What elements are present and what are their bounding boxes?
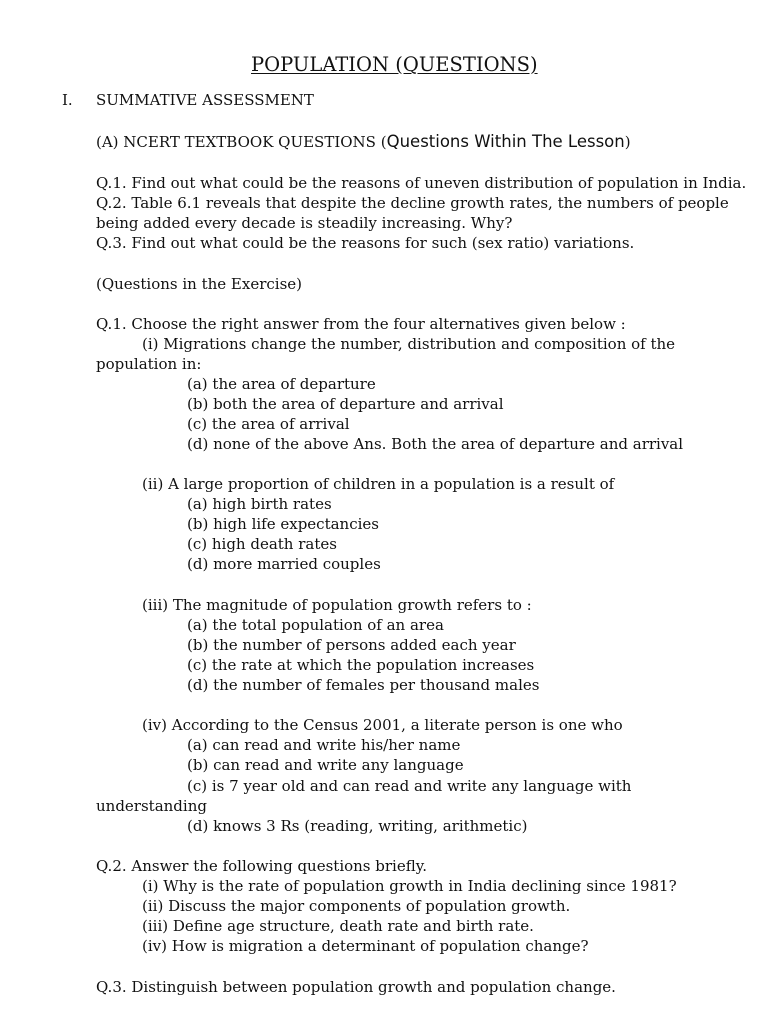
subsection-a-heading [96,132,631,152]
q1-ii-option: (b) high life expectancies [187,515,379,533]
q1-iv-option: (c) is 7 year old and can read and write any language with [187,777,632,795]
q2-item: (iii) Define age structure, death rate and birth rate. [142,917,534,935]
q2-item: (i) Why is the rate of population growth in India declining since 1981? [142,877,677,895]
subsection-a-suffix: ) [624,133,631,151]
q1-ii-option: (d) more married couples [187,555,381,573]
q2-item: (ii) Discuss the major components of population growth. [142,897,571,915]
q1-iv-option: (a) can read and write his/her name [187,736,461,754]
lesson-question-line: Q.3. Find out what could be the reasons for such (sex ratio) variations. [96,234,635,252]
page-title: POPULATION (QUESTIONS) [251,53,538,76]
exercise-heading: (Questions in the Exercise) [96,275,303,293]
q2-stem: Q.2. Answer the following questions briefly. [96,857,427,875]
q1-iv-option-cont: understanding [96,797,207,815]
lesson-question-line: Q.2. Table 6.1 reveals that despite the decline growth rates, the numbers of people [96,194,729,212]
subsection-a-prefix: (A) NCERT TEXTBOOK QUESTIONS ( [96,133,387,151]
q1-ii-option: (a) high birth rates [187,495,332,513]
q3-question: Q.3. Distinguish between population growth and population change. [96,978,616,996]
q1-i-question-cont: population in: [96,355,202,373]
q1-iii-option: (c) the rate at which the population increases [187,656,535,674]
q1-iv-question: (iv) According to the Census 2001, a literate person is one who [142,716,623,734]
q1-iii-option: (d) the number of females per thousand males [187,676,540,694]
q1-stem: Q.1. Choose the right answer from the four alternatives given below : [96,315,626,333]
section-heading: SUMMATIVE ASSESSMENT [96,91,314,109]
q1-iii-option: (a) the total population of an area [187,616,444,634]
q1-iv-option: (d) knows 3 Rs (reading, writing, arithmetic) [187,817,528,835]
lesson-question-line: Q.1. Find out what could be the reasons of uneven distribution of population in India. [96,174,747,192]
q1-i-option: (c) the area of arrival [187,415,350,433]
subsection-a-emphasis: Questions Within The Lesson [386,132,625,151]
q1-ii-option: (c) high death rates [187,535,337,553]
lesson-question-line: being added every decade is steadily increasing. Why? [96,214,513,232]
q1-i-option: (a) the area of departure [187,375,376,393]
q1-i-option: (d) none of the above Ans. Both the area of departure and arrival [187,435,684,453]
q2-item: (iv) How is migration a determinant of population change? [142,937,589,955]
q1-iii-option: (b) the number of persons added each year [187,636,516,654]
q1-i-option: (b) both the area of departure and arrival [187,395,504,413]
q1-iii-question: (iii) The magnitude of population growth refers to : [142,596,532,614]
q1-ii-question: (ii) A large proportion of children in a population is a result of [142,475,615,493]
q1-iv-option: (b) can read and write any language [187,756,464,774]
section-numeral: I. [62,91,73,109]
q1-i-question: (i) Migrations change the number, distribution and composition of the [142,335,676,353]
